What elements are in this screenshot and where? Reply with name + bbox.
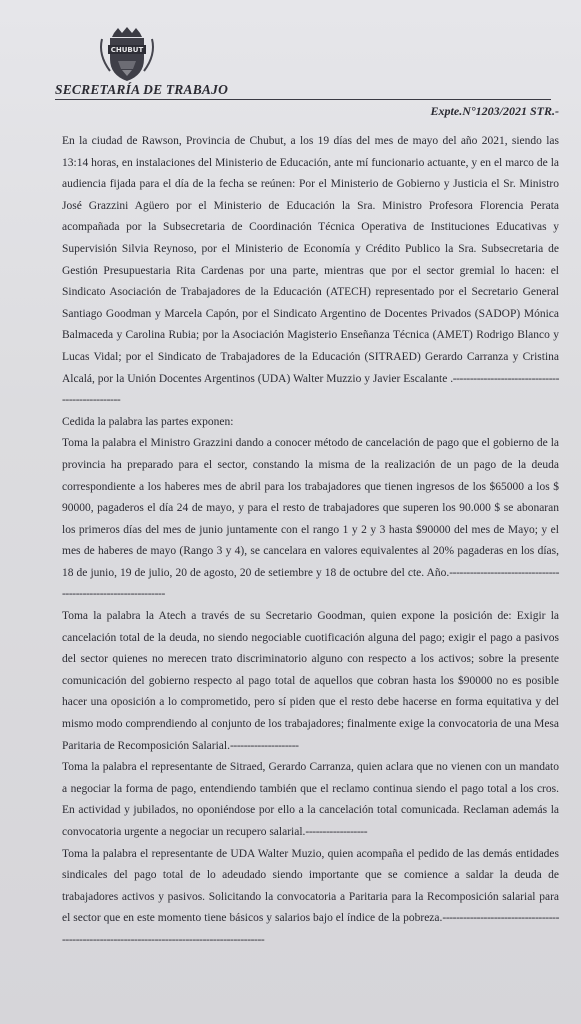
paragraph-opening: En la ciudad de Rawson, Provincia de Chubut, a los 19 días del mes de mayo del año 2021, siendo las 13:14 horas, en instalaciones del Ministerio de Educación, ante mí funcionario actuante, y en el marco de la audiencia fijada para el día de la fecha se reúnen: Por el Ministerio de Gobierno y Justicia el Sr. Ministro José Grazzini Agüero por el Ministerio de Educación la Sra. Ministro Profesora Florencia Perata acompañada por la Subsecretaria de Coordinación Técnica Operativa de Instituciones Educativas y Supervisión Silvia Reynoso, por el Ministerio de Economía y Crédito Publico la Sra. Subsecretaria de Gestión Presupuestaria Rita Cardenas por una parte, mientras que por el sector gremial lo hacen: el Sindicato Asociación de Trabajadores de la Educación (ATECH) representado por el Secretario General Santiago Goodman y Marcela Capón, por el Sindicato Argentino de Docentes Privados (SADOP) Mónica Balmaceda y Carolina Rubia; por la Asociación Magisterio Enseñanza Técnica (AMET) Rodrigo Blanco y Lucas Vidal; por el Sindicato de Trabajadores de la Educación (SITRAED) Gerardo Carranza y Cristina Alcalá, por la Unión Docentes Argentinos (UDA) Walter Muzzio y Javier Escalante .------------------------------------------------ — [62, 135, 560, 407]
paragraph-grazzini: Toma la palabra el Ministro Grazzini dando a conocer método de cancelación de pago que el gobierno de la provincia ha preparado para el sector, constando la misma de la realización de un pago de la deuda correspondiente a los haberes mes de abril para los trabajadores que tienen ingresos de los $65000 a los $ 90000, pagaderos el día 24 de mayo, y para el resto de trabajadores que superen los 90.000 $ se abonaran los primeros días del mes de junio juntamente con el rango 1 y 2 y 3 hasta $90000 del mes de Mayo; y el mes de haberes de mayo (Rango 3 y 4), se cancelara en valores equivalentes al 20% pagaderas en los días, 18 de junio, 19 de julio, 20 de agosto, 20 de setiembre y 18 de octubre del cte. Año.-------------------------------------------------------------- — [62, 437, 559, 601]
header-divider — [55, 99, 551, 100]
chubut-seal-icon — [96, 25, 158, 83]
expediente-number: Expte.N°1203/2021 STR.- — [430, 104, 559, 118]
paragraph-sitraed: Toma la palabra el representante de Sitraed, Gerardo Carranza, quien aclara que no vienen con un mandato a negociar la forma de pago, entendiendo también que el reclamo continua siendo el pago total a los cros. En actividad y jubilados, no oponiéndose por ello a la cancelación total comunicada. Reclaman además la convocatoria urgente a negociar un recupero salarial.------------------ — [62, 761, 559, 838]
paragraph-cedida: Cedida la palabra las partes exponen: — [62, 415, 234, 428]
paragraph-uda: Toma la palabra el representante de UDA Walter Muzio, quien acompaña el pedido de las demás entidades sindicales del pago total de lo adeudado siendo importante que se comience a saldar la deuda de trabajadores activos y pasivos. Solicitando la convocatoria a Paritaria para la Recomposición salarial para el sector que en este momento tiene básicos y salarios bajo el índice de la pobreza.--------------------------------------------------------------------------------------------- — [62, 847, 559, 946]
svg-text:CHUBUT: CHUBUT — [110, 46, 144, 54]
paragraph-atech: Toma la palabra la Atech a través de su Secretario Goodman, quien expone la posición de: Exigir la cancelación total de la deuda, no siendo negociable cuotificación alguna del pago; exigir el pago a pasivos del sector quienes no merecen trato discriminatorio alguno con respecto a los activos; sobre la presente comunicación del gobierno respecto al pago total de aquellos que cobran hasta los $90000 no es posible hacer una oposición a lo comprometido, pero sí piden que el resto debe hacerse en forma equitativa y del mismo modo comprendiendo al conjunto de los trabajadores; finalmente exige la convocatoria de una Mesa Paritaria de Recomposición Salarial.-------------------- — [62, 610, 559, 752]
document-body — [62, 131, 559, 952]
header-title: SECRETARÍA DE TRABAJO — [55, 82, 229, 97]
